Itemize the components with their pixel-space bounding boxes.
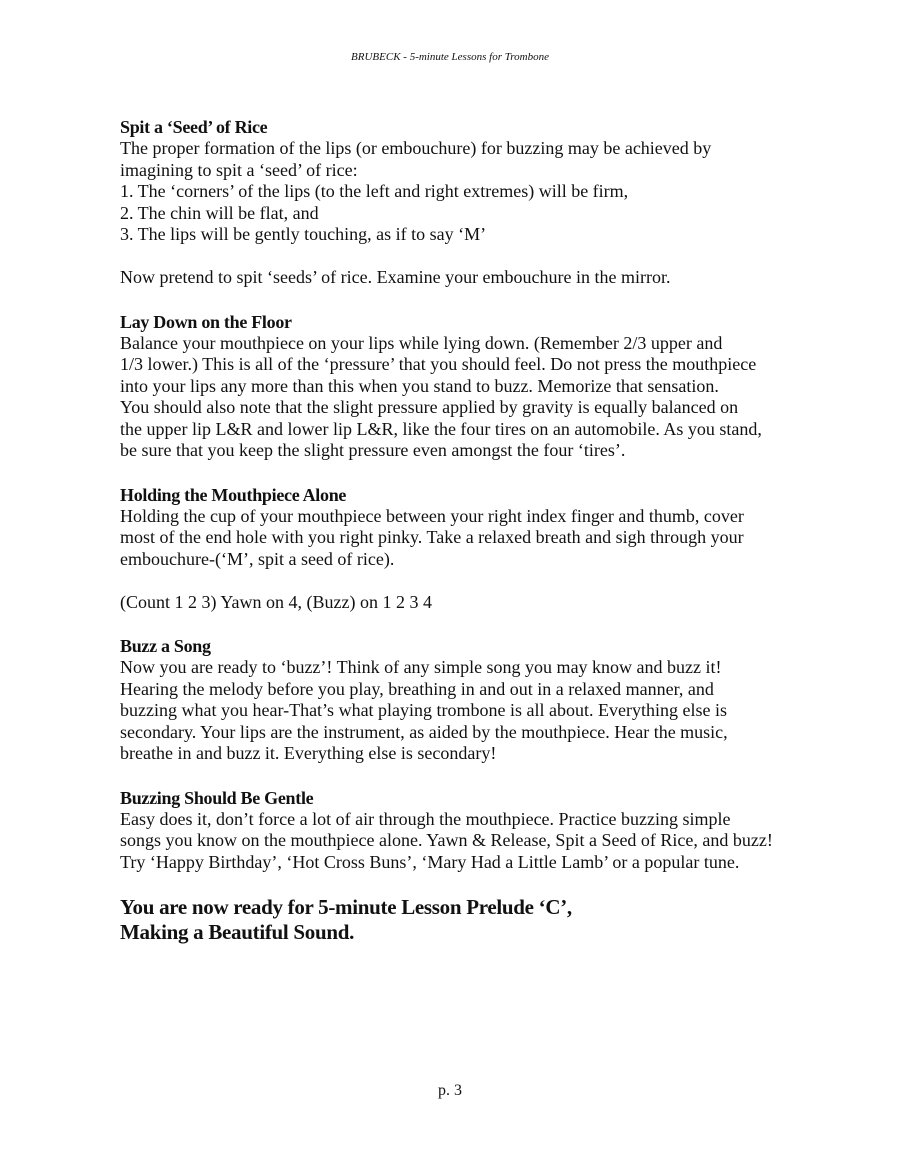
- list-item: 2. The chin will be flat, and: [120, 202, 319, 223]
- text-line: Holding the cup of your mouthpiece between your right index finger and thumb, cover: [120, 505, 744, 526]
- text-line: (Count 1 2 3) Yawn on 4, (Buzz) on 1 2 3 4: [120, 591, 432, 612]
- section-paragraph: [120, 267, 810, 289]
- section-heading: Spit a ‘Seed’ of Rice: [120, 117, 268, 137]
- list-item: 1. The ‘corners’ of the lips (to the left and right extremes) will be firm,: [120, 181, 629, 201]
- page-content: [120, 116, 810, 945]
- closing-line: Making a Beautiful Sound.: [120, 920, 355, 944]
- text-line: buzzing what you hear-That’s what playing trombone is all about. Everything else is: [120, 700, 727, 720]
- text-line: Balance your mouthpiece on your lips while lying down. (Remember 2/3 upper and: [120, 332, 723, 353]
- text-line: songs you know on the mouthpiece alone. Yawn & Release, Spit a Seed of Rice, and buzz!: [120, 830, 773, 850]
- section-heading: Lay Down on the Floor: [120, 311, 292, 332]
- text-line: breathe in and buzz it. Everything else is secondary!: [120, 743, 497, 763]
- text-line: most of the end hole with you right pinky. Take a relaxed breath and sigh through your: [120, 527, 744, 547]
- section-heading: Holding the Mouthpiece Alone: [120, 484, 347, 505]
- text-line: be sure that you keep the slight pressure even amongst the four ‘tires’.: [120, 440, 626, 460]
- text-line: 1/3 lower.) This is all of the ‘pressure’ that you should feel. Do not press the mouthpiece: [120, 354, 757, 374]
- section-paragraph: [120, 809, 810, 874]
- text-line: embouchure-(‘M’, spit a seed of rice).: [120, 548, 395, 569]
- section-paragraph: [120, 657, 810, 765]
- text-line: secondary. Your lips are the instrument, as aided by the mouthpiece. Hear the music,: [120, 721, 728, 742]
- text-line: Now pretend to spit ‘seeds’ of rice. Examine your embouchure in the mirror.: [120, 267, 671, 287]
- section-paragraph: [120, 138, 810, 246]
- text-line: Hearing the melody before you play, breathing in and out in a relaxed manner, and: [120, 678, 714, 699]
- text-line: The proper formation of the lips (or embouchure) for buzzing may be achieved by: [120, 138, 712, 158]
- text-line: Try ‘Happy Birthday’, ‘Hot Cross Buns’, ‘Mary Had a Little Lamb’ or a popular tune.: [120, 851, 740, 872]
- text-line: imagining to spit a ‘seed’ of rice:: [120, 159, 358, 180]
- section-spit-seed-of-rice: [120, 116, 810, 289]
- text-line: Now you are ready to ‘buzz’! Think of any simple song you may know and buzz it!: [120, 657, 722, 677]
- section-holding-mouthpiece-alone: [120, 484, 810, 614]
- section-buzzing-gentle: [120, 787, 810, 874]
- text-line: into your lips any more than this when you stand to buzz. Memorize that sensation.: [120, 375, 719, 396]
- page-number: p. 3: [438, 1082, 462, 1099]
- section-heading: Buzz a Song: [120, 636, 211, 656]
- closing-statement: [120, 895, 810, 945]
- section-paragraph: [120, 592, 810, 614]
- section-lay-down-on-floor: [120, 311, 810, 462]
- section-paragraph: [120, 333, 810, 462]
- text-line: You should also note that the slight pressure applied by gravity is equally balanced on: [120, 397, 739, 417]
- text-line: Easy does it, don’t force a lot of air through the mouthpiece. Practice buzzing simple: [120, 808, 731, 829]
- section-buzz-a-song: [120, 635, 810, 765]
- section-paragraph: [120, 506, 810, 571]
- closing-line: You are now ready for 5-minute Lesson Prelude ‘C’,: [120, 895, 572, 919]
- section-heading: Buzzing Should Be Gentle: [120, 787, 314, 808]
- running-header: BRUBECK - 5-minute Lessons for Trombone: [351, 51, 549, 63]
- text-line: the upper lip L&R and lower lip L&R, like the four tires on an automobile. As you stand,: [120, 418, 762, 439]
- list-item: 3. The lips will be gently touching, as if to say ‘M’: [120, 224, 487, 244]
